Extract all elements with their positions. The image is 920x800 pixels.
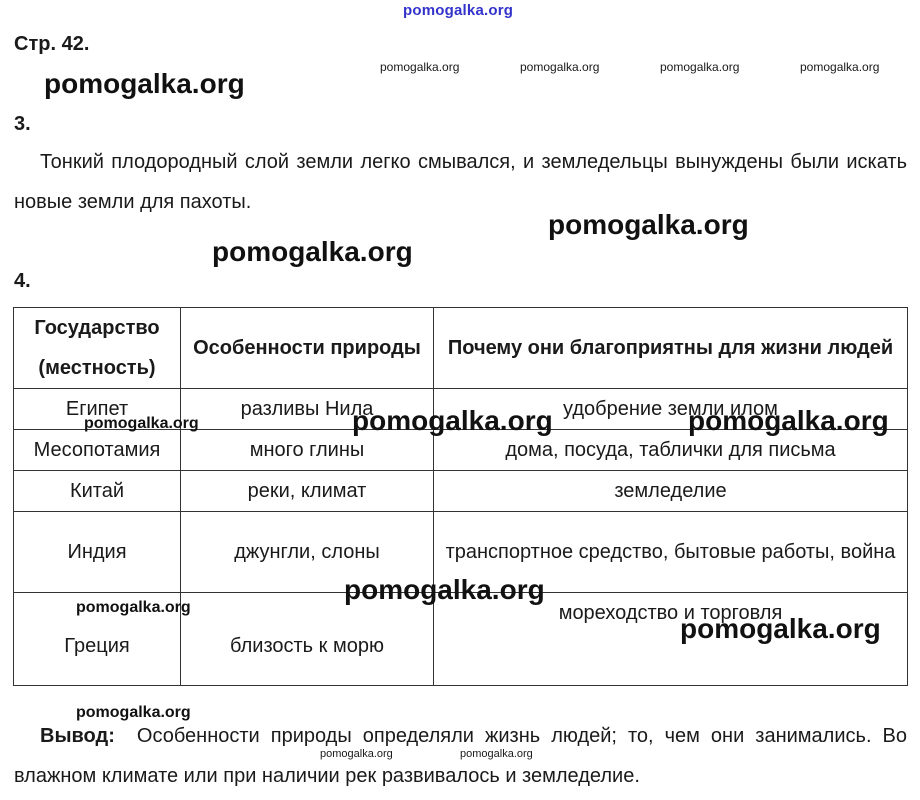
watermark: pomogalka.org — [76, 704, 191, 721]
conclusion-label: Вывод: — [40, 725, 115, 747]
header-why-favorable: Почему они благоприятны для жизни людей — [434, 308, 908, 389]
table-row — [14, 512, 908, 593]
watermark: pomogalka.org — [320, 748, 393, 760]
watermark: pomogalka.org — [680, 613, 881, 644]
header-country: Государство (местность) — [14, 308, 181, 389]
nature-features-table — [13, 307, 908, 686]
task-3-number: 3. — [14, 113, 31, 135]
cell-reason: мореходство и торговля — [434, 593, 908, 686]
task-4-number: 4. — [14, 270, 31, 292]
table-row — [14, 430, 908, 471]
header-features: Особенности природы — [181, 308, 434, 389]
cell-feature: джунгли, слоны — [181, 512, 434, 593]
cell-country: Индия — [14, 512, 181, 593]
cell-feature: реки, климат — [181, 471, 434, 512]
watermark: pomogalka.org — [520, 60, 600, 74]
watermark: pomogalka.org — [44, 68, 245, 99]
cell-country: Египет — [14, 389, 181, 430]
cell-reason: удобрение земли илом — [434, 389, 908, 430]
cell-reason: дома, посуда, таблички для письма — [434, 430, 908, 471]
task-3-answer — [14, 142, 907, 222]
watermark: pomogalka.org — [548, 209, 749, 240]
site-link[interactable]: pomogalka.org — [403, 2, 514, 19]
watermark: pomogalka.org — [380, 60, 460, 74]
watermark: pomogalka.org — [76, 599, 191, 616]
cell-feature: близость к морю — [181, 593, 434, 686]
watermark: pomogalka.org — [660, 60, 740, 74]
cell-feature: разливы Нила — [181, 389, 434, 430]
table-row — [14, 471, 908, 512]
cell-reason: транспортное средство, бытовые работы, война — [434, 512, 908, 593]
watermark: pomogalka.org — [460, 748, 533, 760]
table-row — [14, 593, 908, 686]
watermark: pomogalka.org — [344, 574, 545, 605]
table-row — [14, 389, 908, 430]
conclusion-paragraph — [14, 716, 907, 796]
cell-reason: земледелие — [434, 471, 908, 512]
watermark: pomogalka.org — [352, 405, 553, 436]
cell-country: Китай — [14, 471, 181, 512]
watermark: pomogalka.org — [800, 60, 880, 74]
watermark: pomogalka.org — [212, 236, 413, 267]
conclusion-text: Особенности природы определяли жизнь людей; то, чем они занимались. Во влажном климате или при наличии рек развивалось и земледелие. — [14, 725, 907, 787]
task-3-text: Тонкий плодородный слой земли легко смывался, и земледельцы вынуждены были искать новые земли для пахоты. — [14, 151, 907, 213]
watermark: pomogalka.org — [84, 415, 199, 432]
cell-country: Месопотамия — [14, 430, 181, 471]
cell-feature: много глины — [181, 430, 434, 471]
page-number: Стр. 42. — [14, 33, 90, 55]
table-header-row — [14, 308, 908, 389]
cell-country: Греция — [14, 593, 181, 686]
watermark: pomogalka.org — [688, 405, 889, 436]
